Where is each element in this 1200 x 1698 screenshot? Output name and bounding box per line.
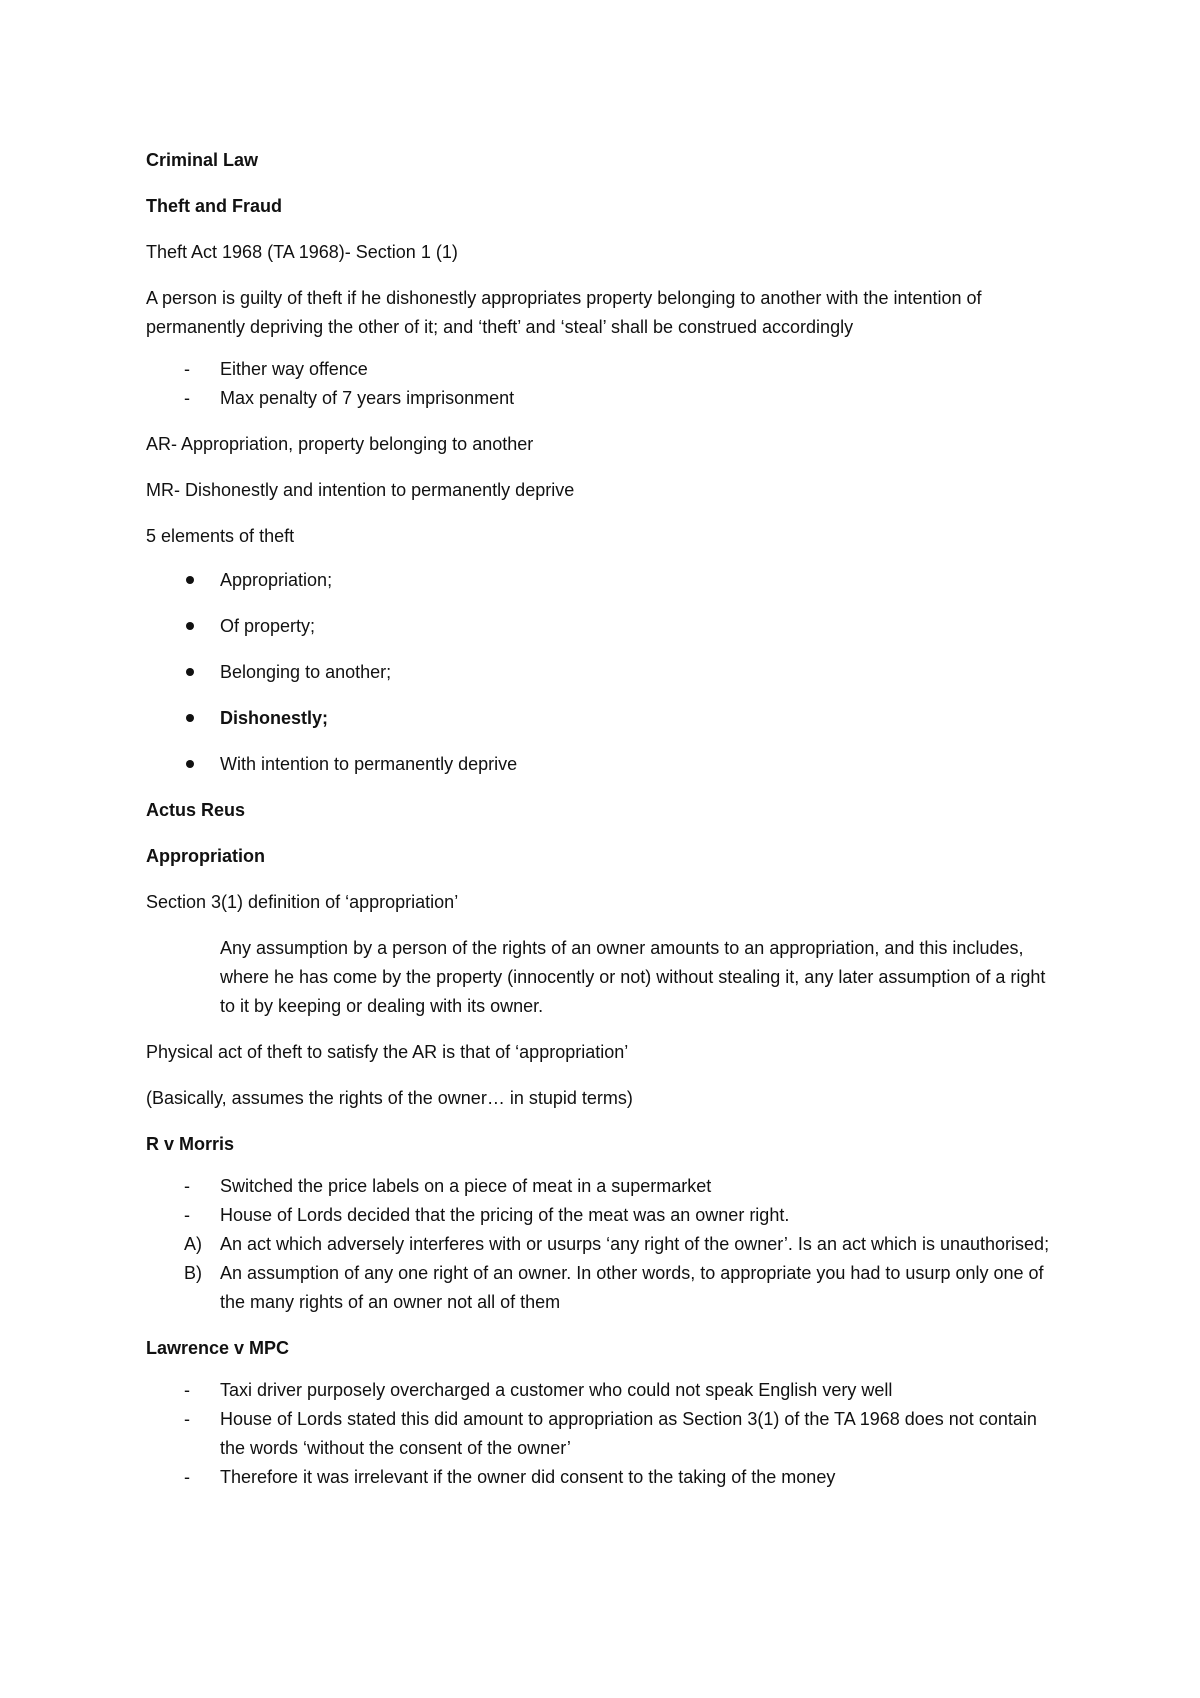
section3-heading: Section 3(1) definition of ‘appropriation’: [146, 892, 459, 912]
doc-title: Criminal Law: [146, 150, 259, 170]
morris-lettered-list: [146, 1230, 1060, 1317]
mens-rea-summary: MR- Dishonestly and intention to permanently deprive: [146, 480, 575, 500]
list-item: Appropriation;: [146, 566, 1060, 595]
theft-definition: A person is guilty of theft if he dishonestly appropriates property belonging to another with the intention of permanently depriving the other of it; and ‘theft’ and ‘steal’ shall be construed accordingly: [146, 288, 982, 337]
actus-reus-heading: Actus Reus: [146, 800, 246, 820]
bullet-icon: [186, 576, 194, 584]
list-item: - Max penalty of 7 years imprisonment: [146, 384, 1060, 413]
list-item: A) An act which adversely interferes with or usurps ‘any right of the owner’. Is an act which is unauthorised;: [146, 1230, 1060, 1259]
lawrence-points-list: [146, 1376, 1060, 1492]
physical-act-text: Physical act of theft to satisfy the AR is that of ‘appropriation’: [146, 1042, 629, 1062]
list-item: Of property;: [146, 612, 1060, 641]
bullet-icon: [186, 668, 194, 676]
morris-heading: R v Morris: [146, 1134, 235, 1154]
list-item: - House of Lords decided that the pricing of the meat was an owner right.: [146, 1201, 1060, 1230]
list-item: Belonging to another;: [146, 658, 1060, 687]
dash-marker: -: [184, 1205, 190, 1225]
offence-points-list: [146, 355, 1060, 413]
section-reference: Theft Act 1968 (TA 1968)- Section 1 (1): [146, 242, 458, 262]
dash-marker: -: [184, 1467, 190, 1487]
letter-marker: B): [184, 1263, 202, 1283]
list-item: B) An assumption of any one right of an owner. In other words, to appropriate you had to usurp only one of the many rights of an owner not all of them: [146, 1259, 1060, 1317]
list-item: With intention to permanently deprive: [146, 750, 1060, 779]
list-item: - Either way offence: [146, 355, 1060, 384]
elements-heading: 5 elements of theft: [146, 526, 295, 546]
bullet-icon: [186, 760, 194, 768]
list-item: - Taxi driver purposely overcharged a customer who could not speak English very well: [146, 1376, 1060, 1405]
bullet-icon: [186, 622, 194, 630]
dash-marker: -: [184, 1409, 190, 1429]
morris-points-list: [146, 1172, 1060, 1230]
letter-marker: A): [184, 1234, 202, 1254]
lawrence-heading: Lawrence v MPC: [146, 1338, 290, 1358]
list-item: - Switched the price labels on a piece of meat in a supermarket: [146, 1172, 1060, 1201]
section3-quote: Any assumption by a person of the rights of an owner amounts to an appropriation, and this includes, where he has come by the property (innocently or not) without stealing it, any later assumption of a right to it by keeping or dealing with its owner.: [220, 938, 1046, 1016]
basically-text: (Basically, assumes the rights of the owner… in stupid terms): [146, 1088, 633, 1108]
bullet-icon: [186, 714, 194, 722]
list-item: - Therefore it was irrelevant if the owner did consent to the taking of the money: [146, 1463, 1060, 1492]
dash-marker: -: [184, 1380, 190, 1400]
dash-marker: -: [184, 1176, 190, 1196]
list-item: Dishonestly;: [146, 704, 1060, 733]
doc-subtitle: Theft and Fraud: [146, 196, 282, 216]
list-item: - House of Lords stated this did amount to appropriation as Section 3(1) of the TA 1968 does not contain the words ‘without the consent of the owner’: [146, 1405, 1060, 1463]
dash-marker: -: [184, 359, 190, 379]
appropriation-heading: Appropriation: [146, 846, 265, 866]
actus-reus-summary: AR- Appropriation, property belonging to another: [146, 434, 534, 454]
dash-marker: -: [184, 388, 190, 408]
elements-list: [146, 566, 1060, 779]
